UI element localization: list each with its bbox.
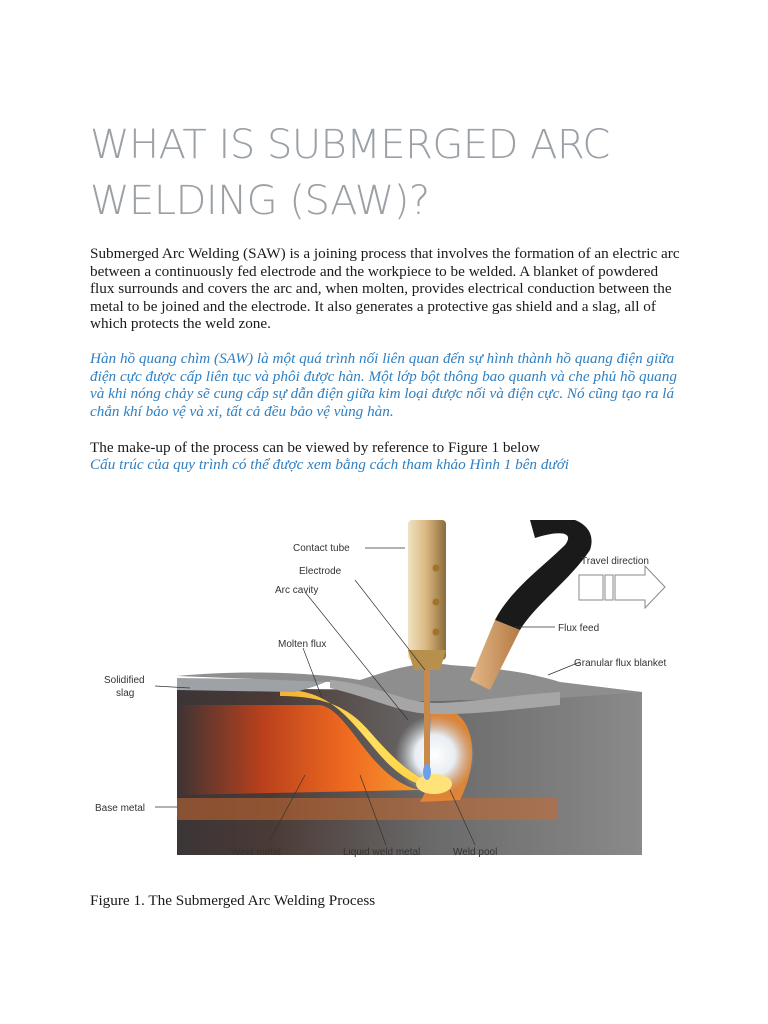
label-weld-metal: Weld metal [231,847,281,858]
label-travel-direction: Travel direction [581,556,649,567]
label-weld-pool: Weld pool [453,847,498,858]
page-title: WHAT IS SUBMERGED ARC WELDING (SAW)? [90,122,610,224]
reference-sentence-vietnamese: Cấu trúc của quy trình có thể được xem bằng cách tham khảo Hình 1 bên dưới [90,456,570,473]
label-base-metal: Base metal [95,803,146,814]
label-solidified-slag-line1: Solidified [104,675,145,686]
label-contact-tube: Contact tube [293,543,350,554]
label-electrode: Electrode [299,566,342,577]
label-arc-cavity: Arc cavity [275,585,319,596]
intro-paragraph-english: Submerged Arc Welding (SAW) is a joining process that involves the formation of an electric arc between a continuously fed electrode and the workpiece to be welded. A blanket of powdered flux surrounds and covers the arc and, when molten, provides electrical conduction between the metal to be joined and the electrode. It also generates a protective gas shield and a slag, all of which protects the weld zone. [90,245,680,333]
reference-sentence-english: The make-up of the process can be viewed by reference to Figure 1 below [90,439,540,456]
label-granular-flux-blanket: Granular flux blanket [574,658,667,669]
label-solidified-slag-line2: slag [116,688,135,699]
saw-process-diagram [90,520,690,870]
figure-caption: Figure 1. The Submerged Arc Welding Process [90,892,376,909]
intro-paragraph-vietnamese: Hàn hồ quang chìm (SAW) là một quá trình nối liên quan đến sự hình thành hồ quang điện giữa điện cực được cấp liên tục và phôi được hàn. Một lớp bột thông bao quanh và che phủ hồ quang và khi nóng chảy sẽ cung cấp sự dẫn điện giữa kim loại được nối và điện cực. Nó cũng tạo ra lá chắn khí bảo vệ và xỉ, tất cả đều bảo vệ vùng hàn. [90,350,677,420]
label-molten-flux: Molten flux [278,639,327,650]
label-flux-feed: Flux feed [558,623,600,634]
label-liquid-weld-metal: Liquid weld metal [343,847,421,858]
